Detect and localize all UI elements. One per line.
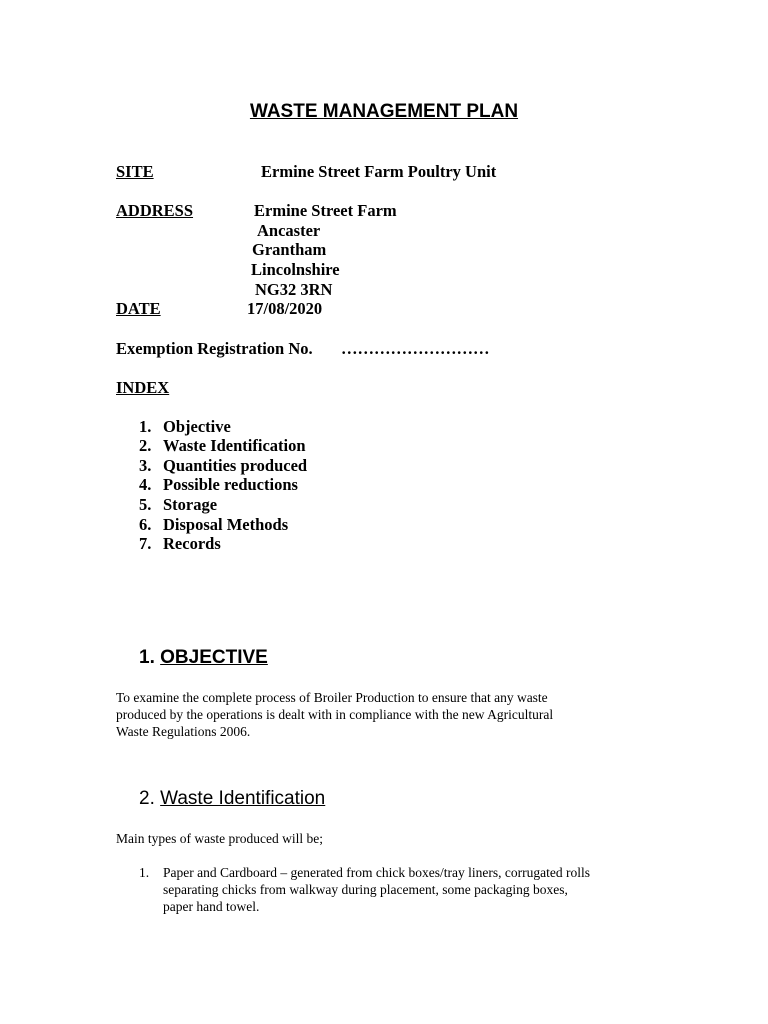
index-item	[139, 515, 288, 535]
index-item	[139, 417, 231, 437]
document-title: WASTE MANAGEMENT PLAN	[249, 101, 519, 122]
paragraph-line: produced by the operations is dealt with in compliance with the new Agricultural	[116, 707, 554, 722]
paragraph-line: Waste Regulations 2006.	[116, 724, 251, 739]
index-item-label: Possible reductions	[163, 475, 298, 494]
index-item	[139, 456, 307, 476]
index-item-label: Waste Identification	[163, 436, 306, 455]
section-2-heading	[139, 788, 325, 810]
address-label: ADDRESS	[116, 201, 194, 220]
list-item-line: paper hand towel.	[163, 899, 260, 914]
section-number: 1.	[139, 647, 155, 668]
exemption-dots: ………………………	[341, 339, 490, 358]
index-item-number: 4.	[139, 475, 152, 494]
address-line: NG32 3RN	[255, 280, 333, 299]
exemption-label: Exemption Registration No.	[116, 339, 313, 358]
section-title: Waste Identification	[160, 788, 326, 809]
index-item-number: 3.	[139, 456, 152, 475]
list-item-line: Paper and Cardboard – generated from chick boxes/tray liners, corrugated rolls	[163, 865, 590, 880]
index-item-number: 6.	[139, 515, 152, 534]
index-item-number: 7.	[139, 534, 152, 553]
section-1-heading	[139, 647, 268, 669]
section-title: OBJECTIVE	[160, 647, 268, 668]
list-item-line: separating chicks from walkway during placement, some packaging boxes,	[163, 882, 568, 897]
address-line: Lincolnshire	[251, 260, 340, 279]
index-item-label: Records	[163, 534, 221, 553]
date-label: DATE	[116, 299, 161, 318]
index-item	[139, 495, 217, 515]
index-item	[139, 475, 298, 495]
section-1-paragraph	[116, 689, 553, 740]
index-item	[139, 534, 221, 554]
address-line: Grantham	[252, 240, 327, 259]
index-item-label: Disposal Methods	[163, 515, 289, 534]
waste-list-item	[163, 864, 590, 915]
address-line: Ancaster	[257, 221, 321, 240]
index-item-label: Objective	[163, 417, 231, 436]
address-line: Ermine Street Farm	[254, 201, 397, 220]
section-number: 2.	[139, 788, 155, 809]
index-heading: INDEX	[116, 378, 170, 397]
index-item-label: Storage	[163, 495, 218, 514]
index-item-number: 2.	[139, 436, 152, 455]
date-value: 17/08/2020	[247, 299, 323, 318]
index-item-number: 1.	[139, 417, 152, 436]
waste-list-item-number: 1.	[139, 865, 150, 880]
site-label: SITE	[116, 162, 154, 181]
section-2-intro: Main types of waste produced will be;	[116, 831, 323, 846]
index-item-label: Quantities produced	[163, 456, 308, 475]
index-item	[139, 436, 306, 456]
paragraph-line: To examine the complete process of Broiler Production to ensure that any waste	[116, 690, 548, 705]
site-value: Ermine Street Farm Poultry Unit	[261, 162, 497, 181]
index-item-number: 5.	[139, 495, 152, 514]
